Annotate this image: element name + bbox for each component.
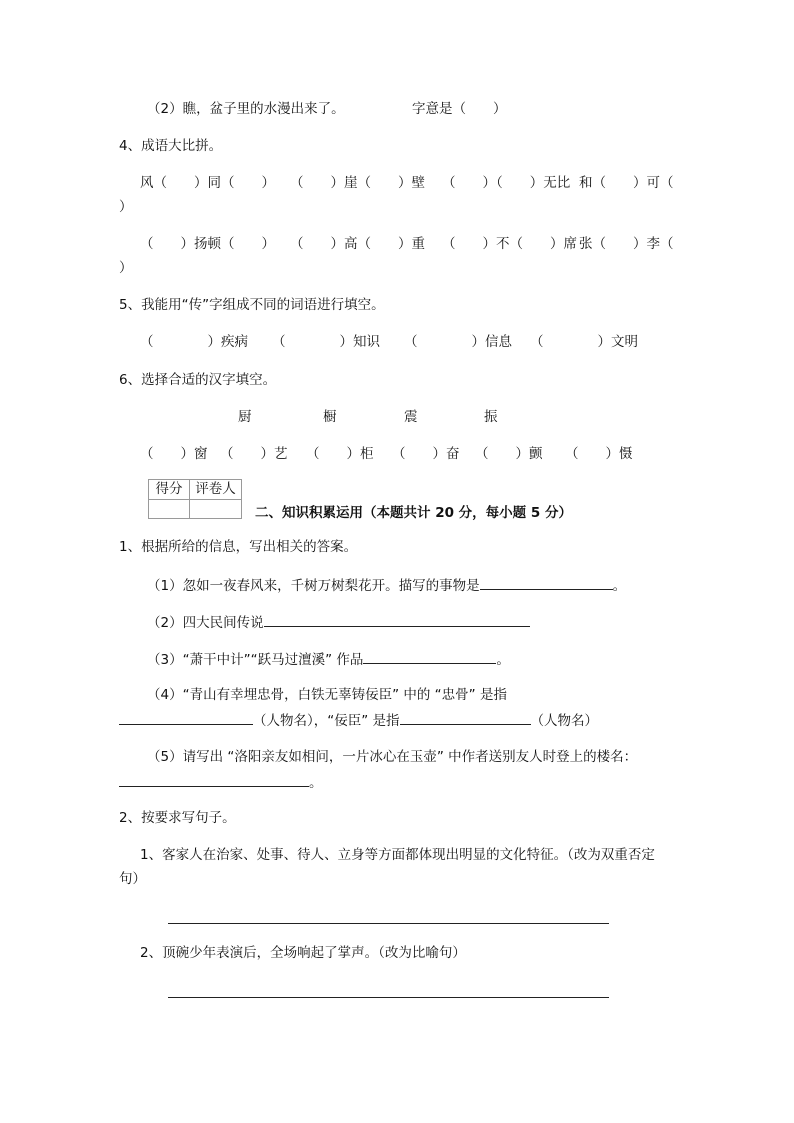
s2q1-item3: [147, 649, 510, 669]
q4-row1-item[interactable]: （ ）崖（ ）壁: [290, 175, 425, 191]
s2q1-item1: [147, 575, 626, 595]
q5-item[interactable]: （ ）知识: [272, 334, 380, 350]
s2q1-item5-line2: [119, 772, 323, 792]
q6-blank[interactable]: （ ）柜: [306, 446, 374, 462]
s2q1-item1-end: 。: [612, 578, 627, 594]
s2q1-item4-line2: [119, 710, 598, 730]
q4-row2-wrap: ）: [119, 260, 133, 276]
s2q2-item1-line1: 1、客家人在治家、处事、待人、立身等方面都体现出明显的文化特征。（改为双重否定: [140, 847, 655, 863]
q5-item[interactable]: （ ）文明: [530, 334, 638, 350]
q4-row1-wrap: ）: [119, 199, 133, 215]
score-box: [148, 479, 242, 519]
score-box-divider: [149, 499, 241, 500]
q6-blank[interactable]: （ ）艺: [220, 446, 288, 462]
q4-title: 4、成语大比拼。: [119, 138, 223, 154]
q6-choice: 振: [484, 409, 498, 425]
q4-row2-item[interactable]: （ ）扬顿（ ）: [140, 236, 275, 252]
q4-row1-item[interactable]: 风（ ）同（ ）: [140, 175, 275, 191]
s2q1-item3-text: （3）“萧干中计”“跃马过澶溪” 作品: [147, 652, 364, 668]
s2q1-item4-end: （人物名）: [530, 713, 599, 729]
s2q1-item5-end: 。: [309, 775, 323, 791]
s2q1-title: 1、根据所给的信息，写出相关的答案。: [119, 539, 358, 555]
s2q1-item2: [147, 612, 530, 632]
section2-heading: 二、知识积累运用（本题共计 20 分，每小题 5 分）: [255, 505, 572, 521]
s2q1-item4-line1: （4）“青山有幸埋忠骨，白铁无辜铸佞臣” 中的 “忠骨” 是指: [147, 687, 507, 703]
q6-blank[interactable]: （ ）颤: [475, 446, 543, 462]
s2q2-item2: 2、顶碗少年表演后，全场响起了掌声。（改为比喻句）: [140, 945, 466, 961]
q6-choice: 橱: [323, 409, 337, 425]
answer-blank[interactable]: [480, 575, 613, 590]
s2q1-item2-text: （2）四大民间传说: [147, 615, 264, 631]
q3-item2-text: （2）瞧，盆子里的水漫出来了。: [147, 101, 345, 117]
answer-blank[interactable]: [264, 612, 530, 627]
q5-title: 5、我能用“传”字组成不同的词语进行填空。: [119, 297, 385, 313]
q6-choice: 震: [404, 409, 418, 425]
q4-row2-item[interactable]: （ ）高（ ）重: [290, 236, 425, 252]
q6-blank[interactable]: （ ）奋: [392, 446, 460, 462]
q5-item[interactable]: （ ）信息: [404, 334, 512, 350]
q6-title: 6、选择合适的汉字填空。: [119, 372, 277, 388]
answer-blank[interactable]: [400, 710, 531, 725]
reviewer-label: 评卷人: [195, 481, 236, 497]
s2q1-item1-text: （1）忽如一夜春风来，千树万树梨花开。描写的事物是: [147, 578, 480, 594]
s2q1-item3-end: 。: [496, 652, 510, 668]
q6-choice: 厨: [238, 409, 252, 425]
q6-blank[interactable]: （ ）慑: [565, 446, 633, 462]
q4-row2-item[interactable]: （ ）不（ ）席: [442, 236, 577, 252]
answer-blank[interactable]: [363, 649, 496, 664]
q4-row2-item[interactable]: 张（ ）李（: [579, 236, 674, 252]
s2q1-item5-line1: （5）请写出 “洛阳亲友如相问，一片冰心在玉壶” 中作者送别友人时登上的楼名：: [147, 749, 638, 765]
answer-line[interactable]: [168, 923, 609, 924]
s2q1-item4-mid: （人物名），“佞臣” 是指: [253, 713, 400, 729]
q6-blank[interactable]: （ ）窗: [140, 446, 208, 462]
s2q2-title: 2、按要求写句子。: [119, 810, 236, 826]
score-label: 得分: [155, 481, 183, 497]
q5-item[interactable]: （ ）疾病: [140, 334, 248, 350]
q4-row1-item[interactable]: 和（ ）可（: [579, 175, 674, 191]
answer-blank[interactable]: [119, 710, 253, 725]
q4-row1-item[interactable]: （ ）（ ）无比: [442, 175, 571, 191]
answer-blank[interactable]: [119, 772, 309, 787]
q3-item2-answer[interactable]: 字意是（ ）: [412, 101, 507, 117]
s2q2-item1-line2: 句）: [119, 871, 146, 887]
answer-line[interactable]: [168, 997, 609, 998]
